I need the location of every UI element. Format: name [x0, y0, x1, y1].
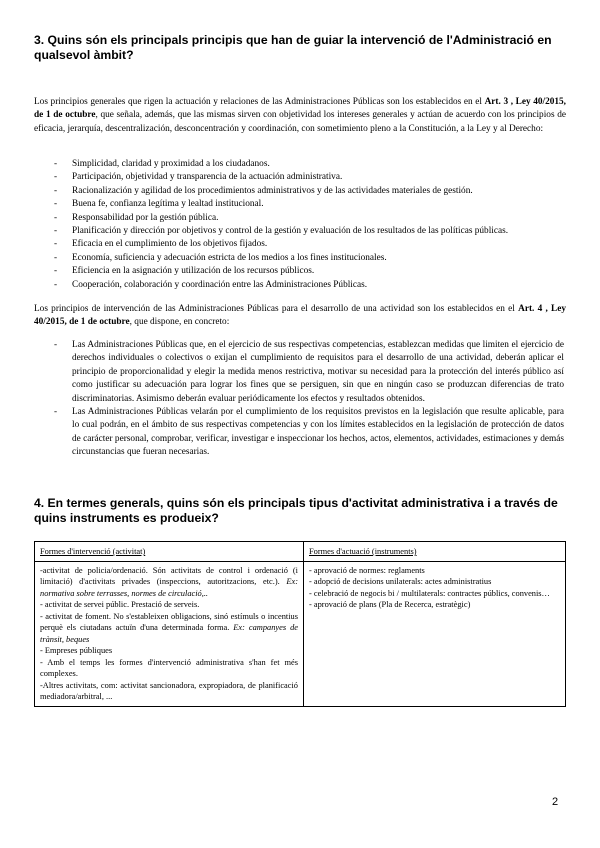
list-item: - Eficacia en el cumplimiento de los objetivos fijados. — [54, 238, 564, 251]
intro-text-end: , que señala, además, que las mismas sirven con objetividad los intereses generales y actúan de acuerdo con los principios de eficacia, jerarquía, descentralización, desconcentración y coordinación, con sometimiento pleno a la Constitución, a la Ley y al Derecho: — [34, 110, 566, 134]
list-item: - Participación, objetividad y transparencia de la actuación administrativa. — [54, 171, 564, 184]
intro-text-start: Los principios generales que rigen la actuación y relaciones de las Administraciones Públicas son los establecidos en el — [34, 97, 485, 107]
question-4-heading: 4. En termes generals, quins són els principals tipus d'activitat administrativa i a través de quins instruments es produeix? — [34, 496, 558, 525]
list-item: - Responsabilidad por la gestión pública. — [54, 212, 564, 225]
table-cell-line — [40, 611, 298, 646]
cell-text: -activitat de policia/ordenació. Són activitats de control i ordenació (i limitació) d'activitats privades (inspeccions, autoritzacions, etc.). — [40, 565, 298, 586]
cell-text: - Amb el temps les formes d'intervenció administrativa s'han fet més complexes. — [40, 657, 298, 678]
cell-text: -Altres activitats, com: activitat sancionadora, expropiadora, de planificació mediadora/arbitral, ... — [40, 680, 298, 701]
list-item: - Las Administraciones Públicas que, en el ejercicio de sus respectivas competencias, establezcan medidas que limiten el ejercicio de derechos individuales o colectivos o exijan el cumplimiento de requisitos para el desarrollo de una actividad, deberán aplicar el principio de proporcionalidad y elegir la medida menos restrictiva, motivar su necesidad para la protección del interés público así como justificar su adecuación para lograr los fines que se persiguen, sin que en ningún caso se produzcan diferencias de trato discriminatorias. Asimismo deberán evaluar periódicamente los efectos y resultados obtenidos. — [54, 339, 564, 406]
list-item: - Las Administraciones Públicas velarán por el cumplimiento de los requisitos previstos en la legislación que resulte aplicable, para lo cual podrán, en el ámbito de sus respectivas competencias y con los límites establecidos en la legislación de protección de datos de carácter personal, comprobar, verificar, investigar e inspeccionar los hechos, actos, elementos, actividades, estimaciones y demás circunstancias que fueran necesarias. — [54, 406, 564, 460]
table-cell-line — [40, 599, 298, 611]
table-header-row — [35, 542, 566, 562]
intervention-cell — [35, 561, 304, 706]
cell-example: Ex: campanyes de trànsit, beques — [40, 623, 298, 644]
page-number: 2 — [552, 796, 559, 808]
intervention-list — [54, 339, 564, 460]
table-cell-line — [40, 657, 298, 680]
table-cell-line: - celebració de negocis bi / multilaterals: contractes públics, convenis… — [309, 588, 550, 598]
cell-text: - Empreses públiques — [40, 646, 113, 655]
table-row — [35, 561, 566, 706]
column-header-intervention: Formes d'intervenció (activitat) — [35, 542, 304, 562]
table-cell-line: - aprovació de normes: reglaments — [309, 565, 425, 575]
intervention-intro-end: , que dispone, en concreto: — [129, 317, 230, 328]
intro-law-reference: Art. 3 , Ley 40/2015, de 1 de octubre — [34, 97, 567, 121]
principles-list — [54, 158, 564, 292]
cell-text: - activitat de foment. No s'estableixen obligacions, sinó estímuls o incentius perquè els ciutadans actuïn d'una determinada forma. — [40, 611, 298, 632]
table-cell-line — [40, 680, 298, 703]
intervention-intro-start: Los principios de intervención de las Administraciones Públicas para el desarrollo de una actividad son los establecidos en el — [34, 304, 519, 314]
question-3-heading: 3. Quins són els principals principis que han de guiar la intervenció de l'Administració en qualsevol àmbit? — [34, 33, 552, 62]
intervention-intro-paragraph — [34, 303, 566, 330]
list-item: - Buena fe, confianza legítima y lealtad institucional. — [54, 198, 564, 211]
intervention-law-reference: Art. 4 , Ley 40/2015, de 1 de octubre — [34, 304, 567, 328]
table-cell-line: - aprovació de plans (Pla de Recerca, estratègic) — [309, 600, 471, 609]
list-item: - Cooperación, colaboración y coordinación entre las Administraciones Públicas. — [54, 279, 564, 292]
table-cell-line — [40, 565, 298, 600]
cell-example: Ex: normativa sobre terrasses, normes de circulació,.. — [40, 577, 298, 598]
list-item: - Simplicidad, claridad y proximidad a los ciudadanos. — [54, 158, 564, 171]
column-header-instruments: Formes d'actuació (instruments) — [304, 542, 566, 562]
list-item: - Eficiencia en la asignación y utilización de los recursos públicos. — [54, 265, 564, 278]
list-item: - Planificación y dirección por objetivos y control de la gestión y evaluación de los resultados de las políticas públicas. — [54, 225, 564, 238]
cell-text: - activitat de servei públic. Prestació de serveis. — [40, 600, 200, 609]
instruments-cell — [304, 561, 566, 706]
activity-table — [34, 541, 566, 707]
table-cell-line: - adopció de decisions unilaterals: actes administratius — [309, 577, 492, 586]
list-item: - Economía, suficiencia y adecuación estricta de los medios a los fines institucionales. — [54, 252, 564, 265]
intro-paragraph — [34, 96, 566, 136]
list-item: - Racionalización y agilidad de los procedimientos administrativos y de las actividades materiales de gestión. — [54, 185, 564, 198]
table-cell-line — [40, 645, 298, 657]
